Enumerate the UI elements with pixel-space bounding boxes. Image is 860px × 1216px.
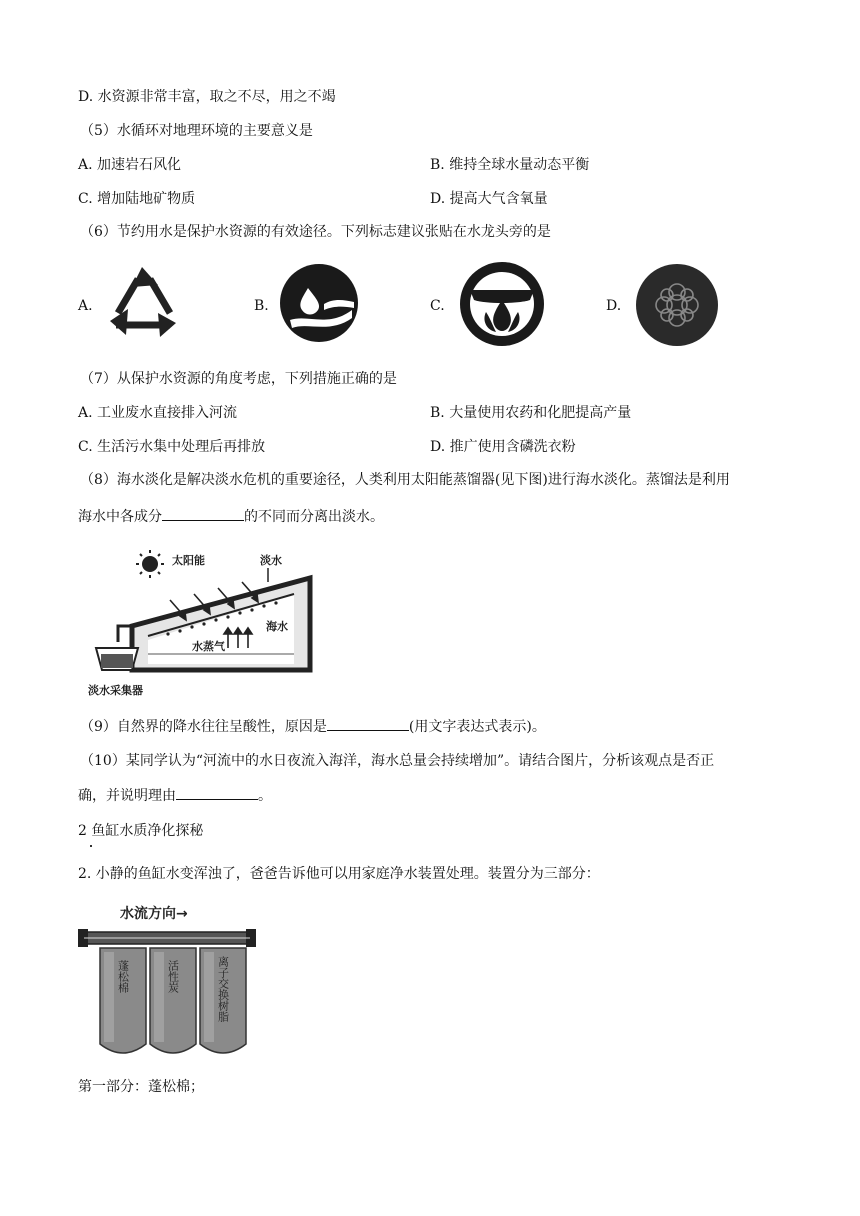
q1-option-d: D. 水资源非常丰富，取之不尽，用之不竭 bbox=[78, 89, 336, 105]
q6-option-c-label: C. bbox=[430, 298, 445, 314]
section2-title: 2 鱼缸水质净化探秘 bbox=[78, 823, 204, 839]
q10-line2 bbox=[78, 786, 272, 806]
sea-water-label: 海水 bbox=[266, 620, 288, 633]
part1-text: 第一部分：蓬松棉； bbox=[78, 1079, 204, 1095]
q5-option-b: B. 维持全球水量动态平衡 bbox=[430, 157, 590, 173]
q10-line2-b: 。 bbox=[258, 788, 272, 804]
fresh-water-label: 淡水 bbox=[260, 554, 282, 567]
q8-line2 bbox=[78, 507, 384, 527]
vapor-label: 水蒸气 bbox=[192, 640, 225, 653]
sun-label: 太阳能 bbox=[172, 554, 205, 567]
flow-direction-label: 水流方向→ bbox=[120, 906, 188, 922]
q8-answer-blank[interactable] bbox=[162, 508, 244, 521]
dot-mark bbox=[90, 845, 92, 847]
q8-line2-a: 海水中各成分 bbox=[78, 509, 162, 525]
section2-stem: 2. 小静的鱼缸水变浑浊了，爸爸告诉他可以用家庭净水装置处理。装置分为三部分： bbox=[78, 866, 600, 882]
q9-line bbox=[80, 717, 546, 737]
solar-still-figure bbox=[88, 542, 328, 702]
q5-stem: （5）水循环对地理环境的主要意义是 bbox=[80, 123, 313, 139]
q10-answer-blank[interactable] bbox=[176, 787, 258, 800]
q6-option-a-label: A. bbox=[78, 298, 93, 314]
q6-option-b-label: B. bbox=[254, 298, 269, 314]
water-filter-figure bbox=[74, 896, 258, 1064]
collector-label: 淡水采集器 bbox=[88, 684, 143, 697]
recycle-icon bbox=[102, 265, 184, 337]
q10-line1: （10）某同学认为“河流中的水日夜流入海洋，海水总量会持续增加”。请结合图片，分析该观点是否正 bbox=[80, 753, 715, 769]
pattern-icon bbox=[634, 262, 720, 348]
sun-icon bbox=[136, 550, 164, 578]
q9-text-b: (用文字表达式表示)。 bbox=[408, 719, 546, 735]
q5-option-d: D. 提高大气含氧量 bbox=[430, 191, 548, 207]
q7-option-d: D. 推广使用含磷洗衣粉 bbox=[430, 439, 576, 455]
water-saving-icon bbox=[456, 260, 548, 348]
cotton-label: 蓬松棉 bbox=[116, 960, 130, 993]
q7-option-b: B. 大量使用农药和化肥提高产量 bbox=[430, 405, 632, 421]
q6-option-d-label: D. bbox=[606, 298, 622, 314]
water-drop-icon bbox=[278, 262, 360, 344]
q7-stem: （7）从保护水资源的角度考虑，下列措施正确的是 bbox=[80, 371, 397, 387]
q5-option-c: C. 增加陆地矿物质 bbox=[78, 191, 196, 207]
resin-label: 离子交换树脂 bbox=[216, 956, 230, 1022]
q9-answer-blank[interactable] bbox=[327, 718, 409, 731]
carbon-label: 活性炭 bbox=[166, 960, 180, 993]
q5-option-a: A. 加速岩石风化 bbox=[78, 157, 182, 173]
q8-line1: （8）海水淡化是解决淡水危机的重要途径，人类利用太阳能蒸馏器(见下图)进行海水淡化。蒸馏法是利用 bbox=[80, 472, 730, 488]
q7-option-c: C. 生活污水集中处理后再排放 bbox=[78, 439, 266, 455]
q9-text-a: （9）自然界的降水往往呈酸性，原因是 bbox=[80, 719, 327, 735]
q7-option-a: A. 工业废水直接排入河流 bbox=[78, 405, 238, 421]
q8-line2-b: 的不同而分离出淡水。 bbox=[244, 509, 384, 525]
q10-line2-a: 确，并说明理由 bbox=[78, 788, 176, 804]
q6-stem: （6）节约用水是保护水资源的有效途径。下列标志建议张贴在水龙头旁的是 bbox=[80, 224, 551, 240]
